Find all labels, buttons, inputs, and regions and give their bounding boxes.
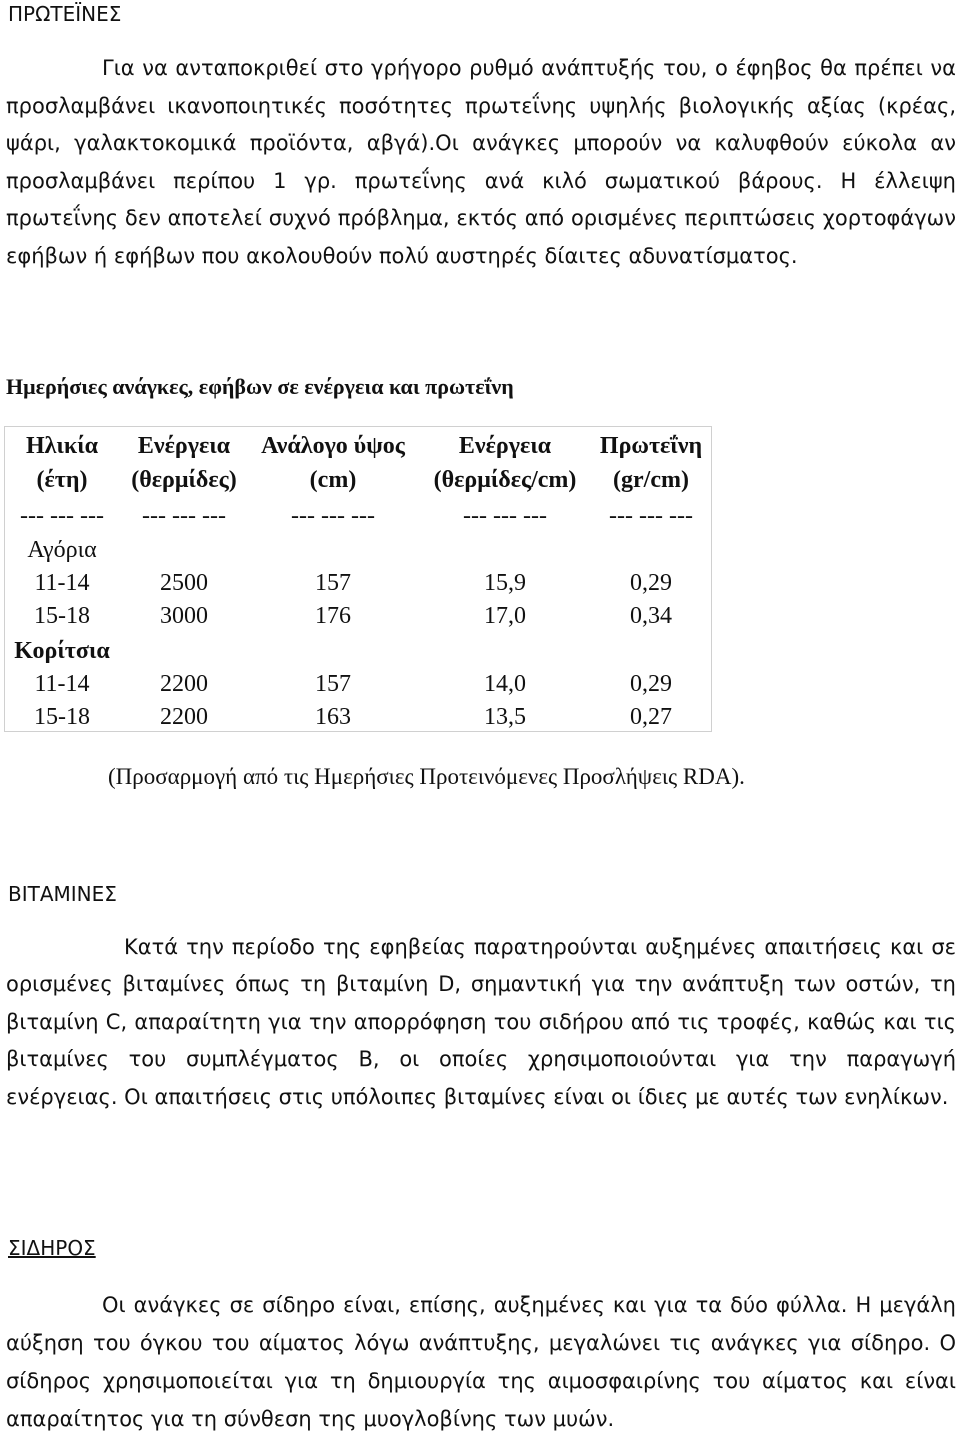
iron-heading: ΣΙΔΗΡΟΣ — [8, 1236, 96, 1260]
table-cell: 176 — [315, 603, 351, 629]
separator-col-2: --- --- --- — [142, 503, 226, 529]
proteins-paragraph: Για να ανταποκριθεί στο γρήγορο ρυθμό ανάπτυξής του, ο έφηβος θα πρέπει να προσλαμβάνει ικανοποιητικές ποσότητες πρωτεΐνης υψηλής βιολογικής αξίας (κρέας, ψάρι, γαλακτοκομικά προϊόντα, αβγά).Οι ανάγκες μπορούν να καλυφθούν εύκολα αν προσλαμβάνει περίπου 1 γρ. πρωτεΐνης ανά κιλό σωματικού βάρους. Η έλλειψη πρωτεΐνης δεν αποτελεί συχνό πρόβλημα, εκτός από ορισμένες περιπτώσεις χορτοφάγων εφήβων ή εφήβων που ακολουθούν πολύ αυστηρές δίαιτες αδυνατίσματος. — [6, 56, 956, 268]
group-label-boys: Αγόρια — [27, 537, 97, 563]
separator-col-4: --- --- --- — [463, 503, 547, 529]
requirements-table — [4, 426, 712, 732]
iron-paragraph: Οι ανάγκες σε σίδηρο είναι, επίσης, αυξημένες και για τα δύο φύλλα. Η μεγάλη αύξηση του όγκου του αίματος λόγω ανάπτυξης, μεγαλώνει τις ανάγκες για σίδηρο. Ο σίδηρος χρησιμοποιείται για τη δημιουργία της αιμοσφαιρίνης του αίματος και είναι απαραίτητος για τη σύνθεση της μυογλοβίνης των μυών. — [6, 1293, 956, 1431]
header-age-unit: (έτη) — [36, 467, 88, 493]
table-cell: 2200 — [160, 704, 208, 730]
proteins-heading: ΠΡΩΤΕΪΝΕΣ — [8, 2, 122, 26]
table-cell: 15-18 — [34, 603, 90, 629]
table-cell: 14,0 — [484, 671, 526, 697]
header-protein: Πρωτεΐνη — [599, 433, 703, 459]
table-cell: 15-18 — [34, 704, 90, 730]
header-height: Ανάλογο ύψος — [261, 433, 405, 459]
header-protein-unit: (gr/cm) — [613, 467, 689, 493]
table-cell: 0,34 — [630, 603, 672, 629]
table-cell: 15,9 — [484, 570, 526, 596]
header-energy-unit: (θερμίδες) — [131, 467, 237, 493]
table-cell: 13,5 — [484, 704, 526, 730]
header-energy: Ενέργεια — [137, 433, 231, 459]
separator-col-1: --- --- --- — [20, 503, 104, 529]
separator-col-3: --- --- --- — [291, 503, 375, 529]
separator-col-5: --- --- --- — [609, 503, 693, 529]
table-title: Ημερήσιες ανάγκες, εφήβων σε ενέργεια και πρωτεΐνη — [6, 374, 514, 399]
vitamins-paragraph: Κατά την περίοδο της εφηβείας παρατηρούνται αυξημένες απαιτήσεις και σε ορισμένες βιταμίνες όπως τη βιταμίνη D, σημαντική για την ανάπτυξη των οστών, τη βιταμίνη C, απαραίτητη για την απορρόφηση του σιδήρου από τις τροφές, καθώς και τις βιταμίνες του συμπλέγματος Β, οι οποίες χρησιμοποιούνται για την παραγωγή ενέργειας. Οι απαιτήσεις στις υπόλοιπες βιταμίνες είναι οι ίδιες με αυτές των ενηλίκων. — [6, 935, 956, 1109]
table-cell: 11-14 — [34, 570, 90, 596]
header-age: Ηλικία — [25, 433, 99, 459]
vitamins-heading: ΒΙΤΑΜΙΝΕΣ — [8, 882, 117, 906]
group-label-girls: Κορίτσια — [14, 638, 110, 664]
header-height-unit: (cm) — [309, 467, 357, 493]
table-cell: 163 — [315, 704, 351, 730]
table-caption: (Προσαρμογή από τις Ημερήσιες Προτεινόμενες Προσλήψεις RDA). — [108, 764, 745, 789]
table-cell: 0,29 — [630, 671, 672, 697]
table-cell: 157 — [315, 671, 351, 697]
header-energy-per-cm-unit: (θερμίδες/cm) — [433, 467, 577, 493]
table-cell: 0,29 — [630, 570, 672, 596]
table-cell: 11-14 — [34, 671, 90, 697]
table-cell: 17,0 — [484, 603, 526, 629]
table-cell: 2200 — [160, 671, 208, 697]
table-cell: 2500 — [160, 570, 208, 596]
table-cell: 0,27 — [630, 704, 672, 730]
table-cell: 157 — [315, 570, 351, 596]
table-cell: 3000 — [160, 603, 208, 629]
header-energy-per-cm: Ενέργεια — [458, 433, 552, 459]
